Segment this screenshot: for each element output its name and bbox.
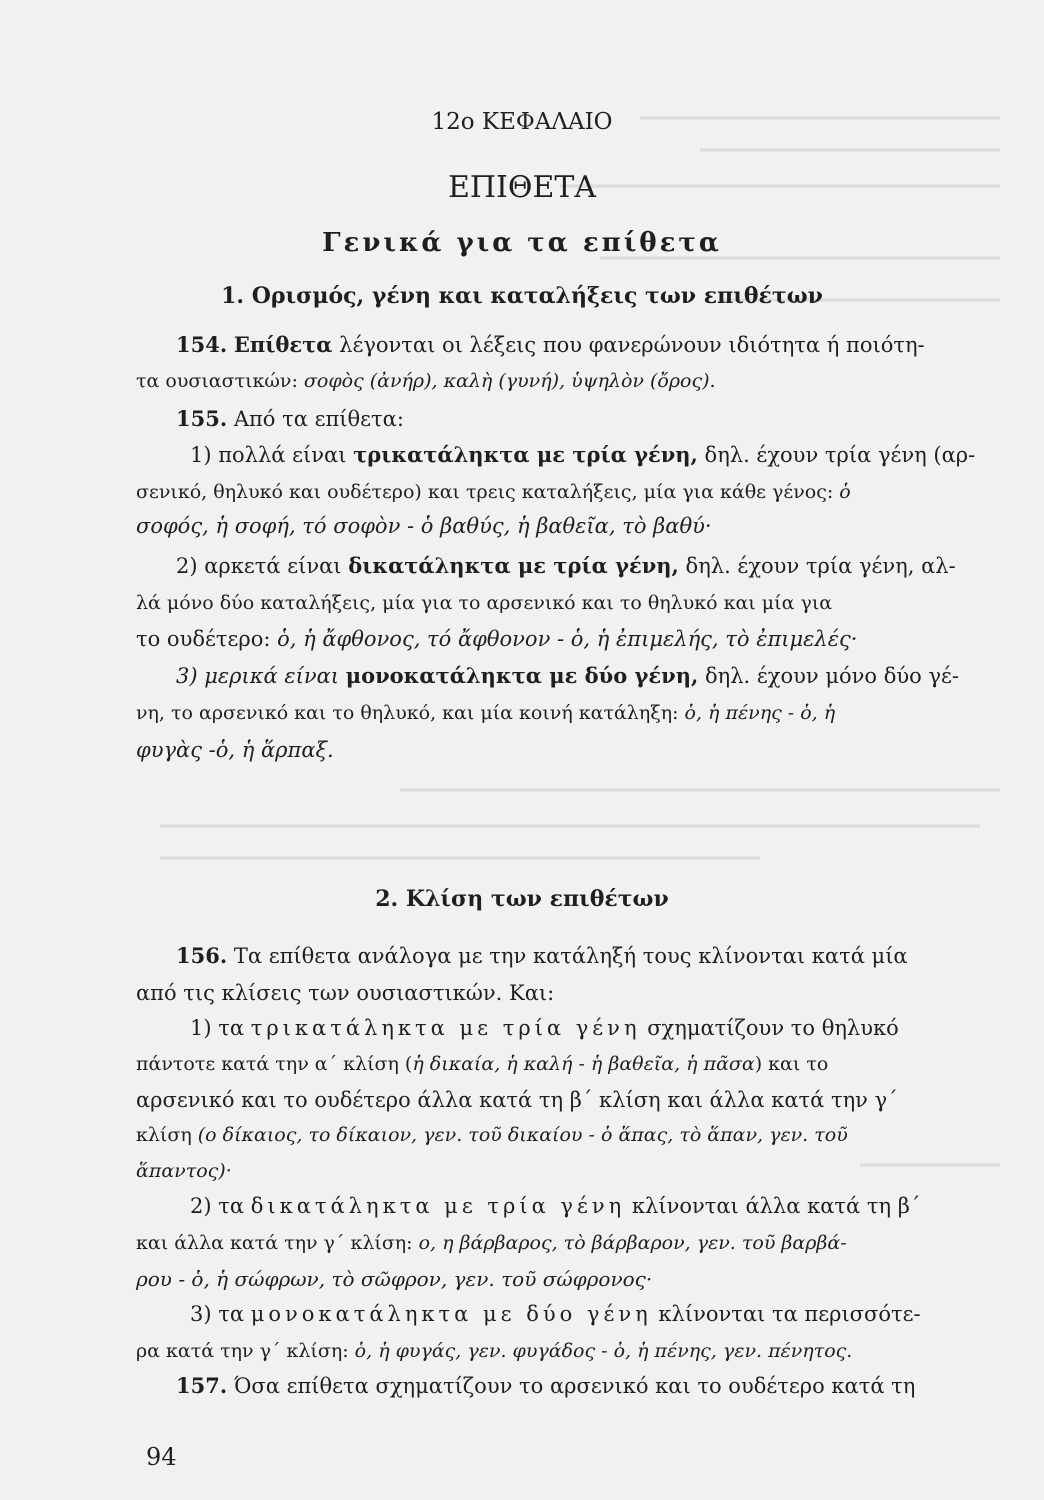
text: δηλ. έχουν τρία γένη, αλ- xyxy=(678,554,956,578)
paragraph-155-item-2-line-2: λά μόνο δύο καταλήξεις, μία για το αρσενικό και το θηλυκό και μία για xyxy=(136,592,833,614)
term: τρικατάληκτα με τρία γένη, xyxy=(353,442,698,467)
term: δικατάληκτα με τρία γένη xyxy=(250,1194,626,1218)
chapter-label: 12ο ΚΕΦΑΛΑΙΟ xyxy=(431,109,613,135)
paragraph-155-line-1 xyxy=(176,405,404,433)
text: 2) αρκετά είναι xyxy=(176,554,349,578)
paragraph-155-item-1-line-2 xyxy=(136,478,851,506)
example: ὁ, ἡ πένης - ὁ, ἡ xyxy=(684,702,836,724)
example: ὁ, ἡ ἄφθονος, τό ἄφθονον - ὁ, ἡ ἐπιμελής, τὸ ἐπιμελές· xyxy=(277,627,858,651)
text: και άλλα κατά την γ΄ κλίση: xyxy=(136,1232,419,1254)
paragraph-156-item-2-line-2 xyxy=(136,1229,847,1257)
example: (ο δίκαιος, το δίκαιον, γεν. τοῦ δικαίου - ὁ ἅπας, τὸ ἅπαν, γεν. τοῦ xyxy=(197,1124,848,1146)
text: το ουδέτερο: xyxy=(136,627,278,651)
text: κλίνονται άλλα κατά τη β΄ xyxy=(625,1194,921,1218)
example: ὁ, ἡ φυγάς, γεν. φυγάδος - ὁ, ἡ πένης, γεν. πένητος. xyxy=(354,1340,853,1362)
text: νη, το αρσενικό και το θηλυκό, και μία κοινή κατάληξη: xyxy=(136,702,685,724)
text: Τα επίθετα ανάλογα με την κατάληξή τους κλίνονται κατά μία xyxy=(227,944,908,968)
text: ρα κατά την γ΄ κλίση: xyxy=(136,1340,355,1362)
term: μονοκατάληκτα με δύο γένη, xyxy=(345,663,699,688)
paragraph-155-item-2-line-1 xyxy=(176,552,956,580)
text: πάντοτε κατά την α΄ κλίση ( xyxy=(136,1053,413,1075)
text: τα ουσιαστικών: xyxy=(136,370,304,392)
paragraph-156-line-1 xyxy=(176,942,908,970)
term: δικατάληκτα με τρία γένη, xyxy=(348,553,679,578)
example: ο, η βάρβαρος, τὸ βάρβαρον, γεν. τοῦ βαρβά- xyxy=(418,1232,847,1254)
paragraph-155-item-3-line-3: φυγὰς -ὁ, ἡ ἅρπαξ. xyxy=(136,738,334,762)
example: ὁ xyxy=(839,481,851,503)
paragraph-number: 157. xyxy=(176,1373,228,1398)
paragraph-number: 156. xyxy=(176,943,228,968)
example: σοφὸς (ἀνήρ), καλὴ (γυνή), ὑψηλὸν (ὄρος). xyxy=(303,370,716,392)
paragraph-156-item-3-line-2 xyxy=(136,1337,852,1365)
subtitle: Γενικά για τα επίθετα xyxy=(322,228,722,258)
example: ἡ δικαία, ἡ καλή - ἡ βαθεῖα, ἡ πᾶσα xyxy=(412,1053,755,1075)
text: κλίση xyxy=(136,1124,198,1146)
paragraph-156-item-1-line-5: ἅπαντος)· xyxy=(136,1160,232,1182)
paragraph-156-line-2: από τις κλίσεις των ουσιαστικών. Και: xyxy=(136,981,555,1005)
term: μονοκατάληκτα με δύο γένη xyxy=(250,1302,652,1326)
paragraph-156-item-1-line-1 xyxy=(190,1014,899,1042)
paragraph-156-item-1-line-3: αρσενικό και το ουδέτερο άλλα κατά τη β΄ κλίση και άλλα κατά την γ΄ xyxy=(136,1088,898,1112)
text: δηλ. έχουν μόνο δύο γέ- xyxy=(698,664,959,688)
paragraph-154-line-1 xyxy=(176,331,925,359)
paragraph-155-item-3-line-1 xyxy=(176,662,959,690)
paragraph-156-item-1-line-4 xyxy=(136,1121,848,1149)
text: σχηματίζουν το θηλυκό xyxy=(640,1016,899,1040)
paragraph-number: 155. xyxy=(176,406,228,431)
term: Επίθετα xyxy=(233,332,333,357)
paragraph-number: 154. xyxy=(176,332,228,357)
text: 3) τα xyxy=(190,1302,251,1326)
paragraph-155-item-2-line-3 xyxy=(136,625,857,653)
text: 2) τα xyxy=(190,1194,251,1218)
text: κλίνονται τα περισσότε- xyxy=(651,1302,921,1326)
text: σενικό, θηλυκό και ουδέτερο) και τρεις καταλήξεις, μία για κάθε γένος: xyxy=(136,481,840,503)
paragraph-155-item-3-line-2 xyxy=(136,699,835,727)
text: 1) πολλά είναι xyxy=(190,443,354,467)
paragraph-156-item-1-line-2 xyxy=(136,1050,828,1078)
text: Όσα επίθετα σχηματίζουν το αρσενικό και το ουδέτερο κατά τη xyxy=(227,1374,916,1398)
paragraph-155-item-1-line-3: σοφός, ἡ σοφή, τό σοφὸν - ὁ βαθύς, ἡ βαθεῖα, τὸ βαθύ· xyxy=(136,514,712,538)
section-heading-1: 1. Ορισμός, γένη και καταλήξεις των επιθέτων xyxy=(221,283,823,309)
paragraph-157-line-1 xyxy=(176,1372,915,1400)
text: 1) τα xyxy=(190,1016,251,1040)
term: τρικατάληκτα με τρία γένη xyxy=(250,1016,641,1040)
text: 3) μερικά είναι xyxy=(176,664,346,688)
paragraph-156-item-2-line-3: ρου - ὁ, ἡ σώφρων, τὸ σῶφρον, γεν. τοῦ σώφρονος· xyxy=(136,1267,653,1291)
paragraph-156-item-3-line-1 xyxy=(190,1300,921,1328)
page-number: 94 xyxy=(146,1443,177,1471)
text: λέγονται οι λέξεις που φανερώνουν ιδιότητα ή ποιότη- xyxy=(332,333,925,357)
paragraph-155-item-1-line-1 xyxy=(190,441,975,469)
paragraph-154-line-2 xyxy=(136,367,716,395)
text: Από τα επίθετα: xyxy=(227,407,404,431)
text: ) και το xyxy=(754,1053,829,1075)
paragraph-156-item-2-line-1 xyxy=(190,1192,920,1220)
text: δηλ. έχουν τρία γένη (αρ- xyxy=(697,443,976,467)
section-heading-2: 2. Κλίση των επιθέτων xyxy=(375,886,669,912)
chapter-title: ΕΠΙΘΕΤΑ xyxy=(447,170,597,205)
